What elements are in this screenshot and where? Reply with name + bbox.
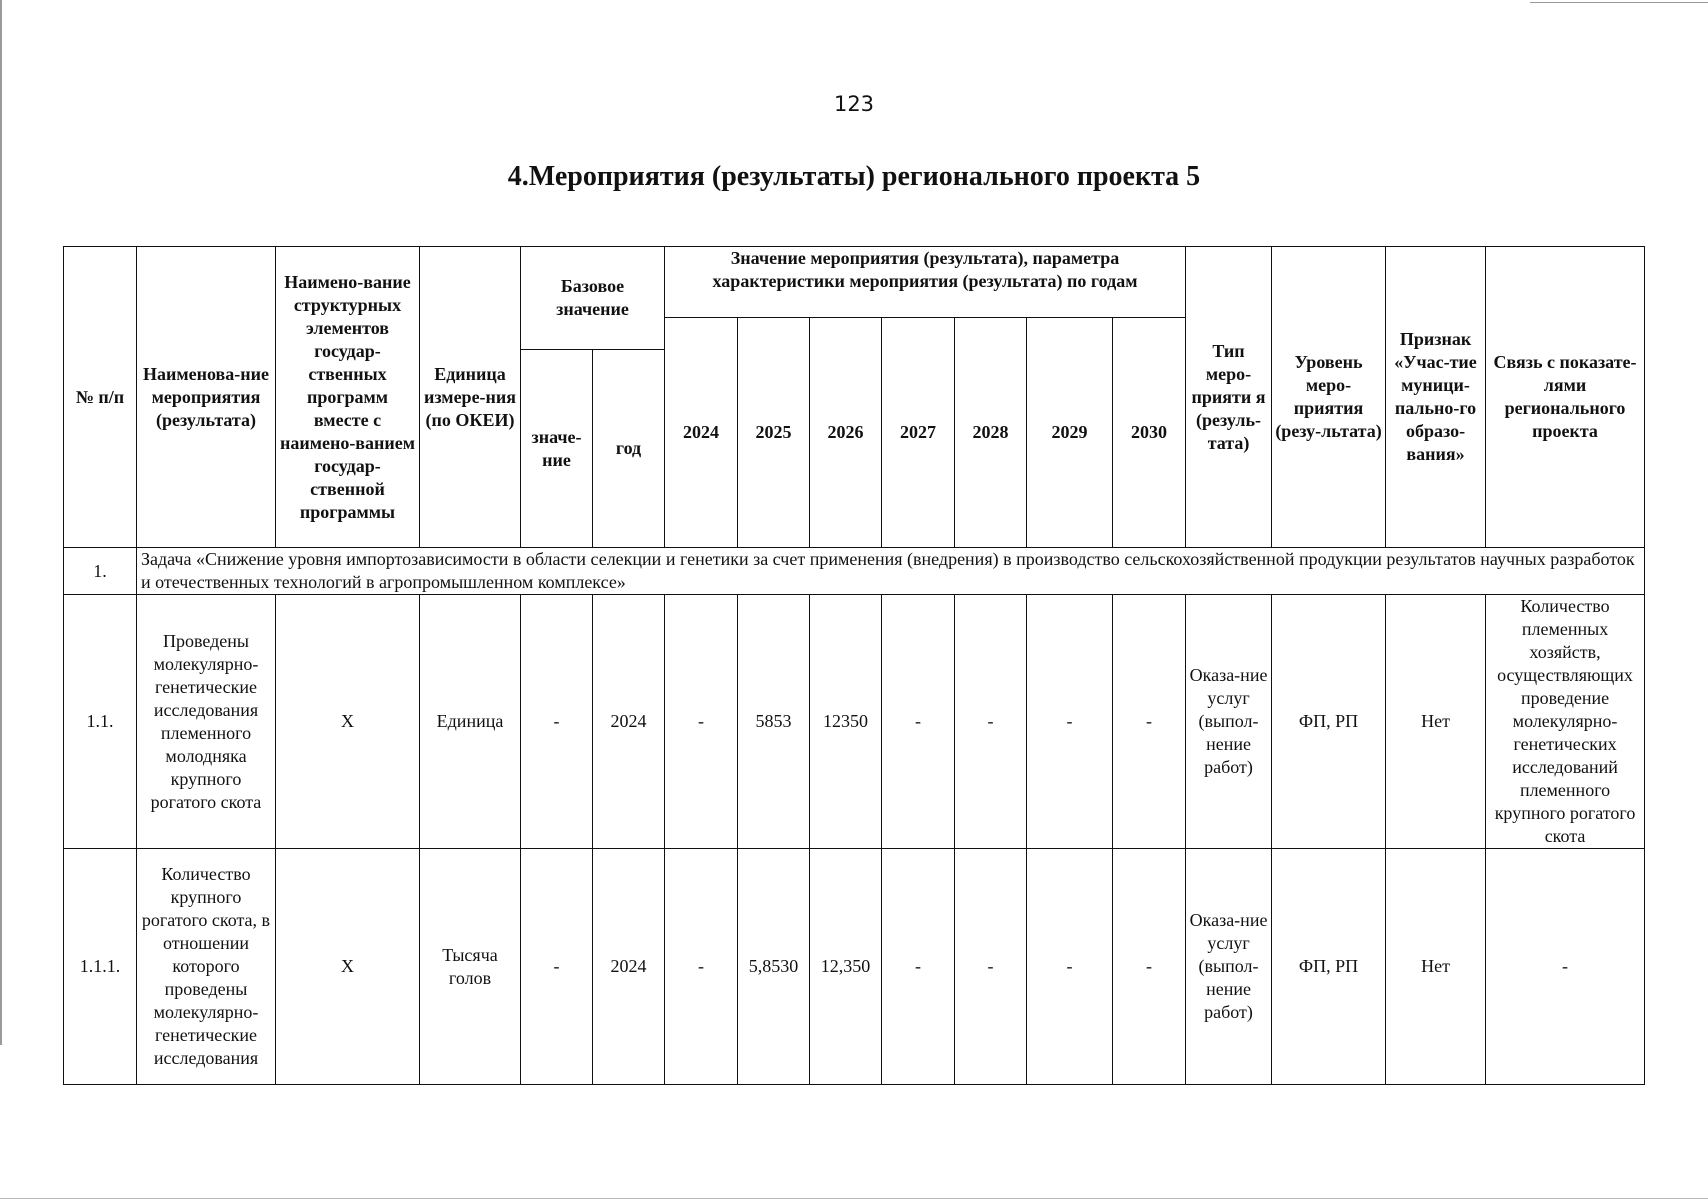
row-num: 1.1.1. <box>64 849 137 1085</box>
scan-bottom-edge <box>0 1198 1708 1199</box>
header-num: № п/п <box>64 247 137 548</box>
row-structural-element: Х <box>276 595 420 849</box>
row-activity-level: ФП, РП <box>1272 849 1386 1085</box>
scan-left-edge <box>0 0 2 1045</box>
header-link-to-indicators: Связь с показате-лями регионального проекта <box>1486 247 1645 548</box>
row-value-2024: - <box>665 849 738 1085</box>
row-value-2025: 5853 <box>738 595 810 849</box>
row-activity-name: Проведены молекулярно-генетические исследования племенного молодняка крупного рогатого скота <box>137 595 276 849</box>
page-number: 123 <box>833 92 875 116</box>
row-activity-type: Оказа-ние услуг (выпол-нение работ) <box>1186 849 1272 1085</box>
row-value-2030: - <box>1113 849 1186 1085</box>
header-values-by-year: Значение мероприятия (результата), параметра характеристики мероприятия (результата) по годам <box>665 247 1186 318</box>
row-structural-element: Х <box>276 849 420 1085</box>
row-activity-type: Оказа-ние услуг (выпол-нение работ) <box>1186 595 1272 849</box>
header-year-2026: 2026 <box>810 318 882 548</box>
row-value-2028: - <box>955 595 1027 849</box>
page-title: 4.Мероприятия (результаты) регионального проекта 5 <box>507 161 1201 192</box>
row-value-2028: - <box>955 849 1027 1085</box>
row-link-to-indicators: - <box>1486 849 1645 1085</box>
row-unit: Единица <box>420 595 521 849</box>
row-value-2027: - <box>882 849 955 1085</box>
row-num: 1.1. <box>64 595 137 849</box>
row-base-value: - <box>521 595 593 849</box>
header-year-2027: 2027 <box>882 318 955 548</box>
row-value-2026: 12350 <box>810 595 882 849</box>
header-activity-name: Наименова-ние мероприятия (результата) <box>137 247 276 548</box>
header-year-2024: 2024 <box>665 318 738 548</box>
row-base-year: 2024 <box>593 849 665 1085</box>
header-activity-level: Уровень меро-приятия (резу-льтата) <box>1272 247 1386 548</box>
header-structural-elements: Наимено-вание структурных элементов государ-ственных программ вместе с наимено-ванием государ-ственной программы <box>276 247 420 548</box>
row-municipal-participation: Нет <box>1386 595 1486 849</box>
header-year-2025: 2025 <box>738 318 810 548</box>
header-year-2028: 2028 <box>955 318 1027 548</box>
header-unit: Единица измере-ния (по ОКЕИ) <box>420 247 521 548</box>
row-value-2029: - <box>1027 849 1113 1085</box>
task-row <box>64 548 1645 595</box>
header-base-value: Базовое значение <box>521 247 665 350</box>
header-base-value-amount: значе-ние <box>521 350 593 548</box>
row-value-2025: 5,8530 <box>738 849 810 1085</box>
task-num: 1. <box>64 548 137 595</box>
row-value-2027: - <box>882 595 955 849</box>
header-activity-type: Тип меро-прияти я (резуль-тата) <box>1186 247 1272 548</box>
header-year-2030: 2030 <box>1113 318 1186 548</box>
activities-table <box>63 246 1645 1085</box>
row-activity-level: ФП, РП <box>1272 595 1386 849</box>
header-row-1 <box>64 247 1645 318</box>
table-row <box>64 849 1645 1085</box>
header-base-year: год <box>593 350 665 548</box>
header-municipal-participation: Признак «Учас-тие муници-пально-го образо-вания» <box>1386 247 1486 548</box>
row-value-2029: - <box>1027 595 1113 849</box>
row-value-2026: 12,350 <box>810 849 882 1085</box>
row-municipal-participation: Нет <box>1386 849 1486 1085</box>
row-link-to-indicators: Количество племенных хозяйств, осуществляющих проведение молекулярно-генетических исследований племенного крупного рогатого скота <box>1486 595 1645 849</box>
row-value-2030: - <box>1113 595 1186 849</box>
row-activity-name: Количество крупного рогатого скота, в отношении которого проведены молекулярно-генетические исследования <box>137 849 276 1085</box>
table-row <box>64 595 1645 849</box>
row-base-value: - <box>521 849 593 1085</box>
task-text: Задача «Снижение уровня импортозависимости в области селекции и генетики за счет применения (внедрения) в производство сельскохозяйственной продукции результатов научных разработок и отечественных технологий в агропромышленном комплексе» <box>137 548 1645 595</box>
header-year-2029: 2029 <box>1027 318 1113 548</box>
scan-top-edge <box>1530 2 1708 3</box>
row-unit: Тысяча голов <box>420 849 521 1085</box>
row-value-2024: - <box>665 595 738 849</box>
row-base-year: 2024 <box>593 595 665 849</box>
